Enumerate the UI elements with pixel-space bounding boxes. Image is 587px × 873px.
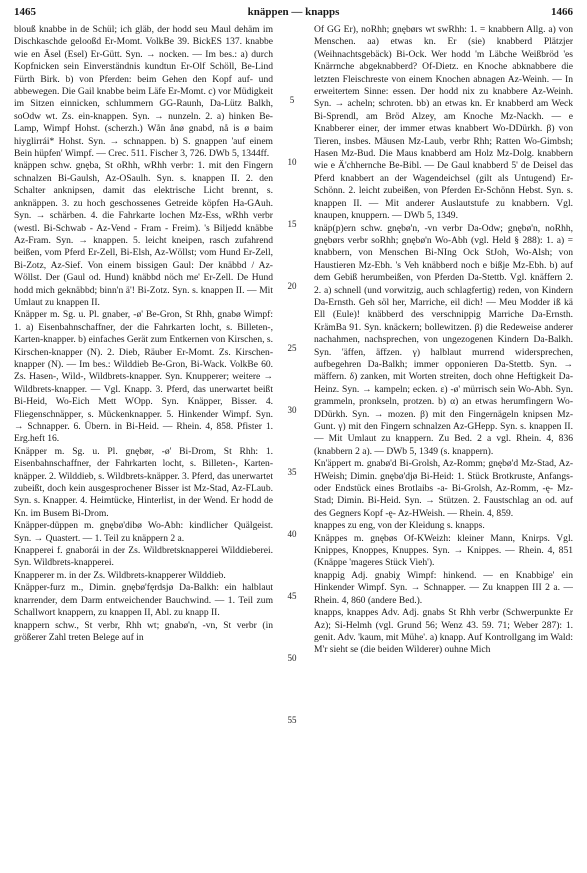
entry-knaeppern: knäp(p)ern schw. gnębø'n, -vn verbr Da-Odw; gnębø'n, noRhh, gnębørs verbr soRhh; gnębø'n Wo-Abh (vgl. Held § 288): 1. a) = knabbern, von Menschen Bi-NIng Ock StJoh, Wo-Alsh; von Haustieren Mz-Ebh. 's Veh knäbberd noch e bißje Mz-Ebh. b) auf dem Gebiß herumbeißen, von Pferden Da-Stettb. Vgl. knäffern 2. 2. a) schnell (und vorwitzig, auch schlagfertig) reden, von Kindern Da-Ernsth. Geh söl her, Marriche, eil dich! — Meu Modder iß kä Ell (Eule)! knäbberd des verschnippig Marriche Da-Ernsth. KrämBa 91. Syn. knäckern; bollewitzen. β) die Redeweise anderer nachahmen, nachsprechen, von ungezogenen Kindern Da-Balkh. Syn. 'äffen, äffzen. γ) halblaut murrend widersprechen, aufbegehren Da-Balkh; immer opponieren Da-Stettb. Syn. → mäffern. δ) zanken, mit Worten streiten, doch ohne Heftigkeit Da-Heinz. Syn. → kampeln; ecken. ε) -ø' mürrisch sein Wo-Abh. Syn. grammeln, pronkseln, protzen. b) α) an etwas herumfingern Wo-DDürkh. Syn. → mozen. β) mit den Fingernägeln knipsen Mz-Gunt. γ) mit den Fingern schnalzen Az-GHepp. Syn. s. knappen II. — Mit Umlaut zu knappern. Zu Bed. 2 a vgl. Rhein. 4, 836 (knabbern 2 a). — DWb 5, 1349 (s. knappern). <box>314 222 573 457</box>
entry-knaeppert: Kn'äppert m. gnabø'd Bi-Grolsh, Az-Romm; gnębø'd Mz-Stad, Az-HWeish; Dimin. gnębø'djø Bi-Heid: 1. Stück Brotkruste, Anfangs- oder Endstück eines Brotlaibs -a- Bi-Grolsh, Az-Romm, -ę- Mz-Stad; Dimin. Bi-Heid. Syn. → Stützen. 2. Faustschlag an od. auf des Gegners Kopf -ę- Az-HWeish. — Rhein. 4, 859. <box>314 458 573 519</box>
line-number: 35 <box>287 467 297 477</box>
line-number: 30 <box>287 405 297 415</box>
line-number: 10 <box>287 157 297 167</box>
entry-knapperer: Knapperer m. in der Zs. Wildbrets-knapperer Wilddieb. <box>14 569 226 581</box>
running-title: knäppen — knapps <box>247 6 340 18</box>
page-number-left: 1465 <box>14 6 36 18</box>
entry-knapper: Knäpper m. Sg. u. Pl. gnaber, -ø' Be-Gron, St Rhh, gnabø Wimpf: 1. a) Eisenbahnschaffner, der die Fahrkarten locht, s. Billeten-, Karten-knapper. b) einfaches Gerät zum Entkernen von Kirschen, s. Kirschen-knapper (N). 2. Dieb, Räuber Er-Momt. Zs. Kirschen-knapper (N). — Im bes.: Wilddieb Be-Gron, Bi-Wack. VolkBe 60. Zs. Hasen-, Wild-, Wildbrets-knapper. Syn. Knupperer; weitere → Wildbrets-knapper. — Vgl. Knapp. 3. Pferd, das unerwartet beißt Bi-Heid, Wo-Eich Mett WOpp. Syn. Knäpper, Bisser. 4. Fliegenschnäpper, s. Mückenknapper. 5. Hinkender Wimpf. Syn. → Schnapper. 6. Übern. in Bi-Heid. — Rhein. 4, 858. Pfister 1. Erg.heft 16. <box>14 309 273 445</box>
entry-knappen-continued: blouß knabbe in de Schül; ich gläb, der hodd seu Maul dehäm im Dischkaschde gelooßd Er-Momt. VolkBe 39. BickES 137. knabbe wie en Äsel (Esel) Er-Gütt. Syn. → nocken. — Im bes.: a) durch Kopfnicken sein Einverständnis kundtun Er-Olf Schöll, Be-Lind Fürth Birk. b) von Pferden: beim Gehen den Kopf auf- und abbewegen. Die Gail knabbe beim Läfe Er-Momt. c) vor Müdigkeit im Sitzen einnicken, schlummern GG-Raunh, Da-Lütz Balkh, soOdw wt. Zs. ein-knappen. Syn. → nunzeln. 2. a) hinken Be-Lamp, Wimpf Hohst. (scherzh.) Wån ånø gnabd, nå is ø baim hiyglirrái* Hohst. Syn. → schnappen. b) S. gnappen 'auf einem Bein hüpfen' Wimpf. — Crec. 511. Fischer 3, 726. DWb 5, 1344ff. <box>14 24 273 160</box>
page-number-right: 1466 <box>551 6 573 18</box>
entry-knappern-continued: Of GG Er), noRhh; gnębørs wt swRhh: 1. = knabbern Allg. a) von Menschen. aa) etwas kn. Er (sie) knabberd Plätzjer (Weihnachtsgebäck) Bi-Ock. Wer hodd 'm Läbche Weißbröd 'es Knärrnche abgeknabberd? Of-Dietz. en Knoche abknabbere die letzten Fleischreste von einem Knochen abnagen Az-Weinh. — In erweitertem Sinne: essen. Der hodd nix zu knabbere Az-Weinh. Syn. → acheln; schroten. bb) an etwas kn. Er knabberd am Weck Bi-Sprendl, am Bröd Alzey, am Knoche Mz-Nackh. — e Knabberer einer, der immer etwas knabbert Wo-DDürkh. β) von Tieren, insbes. Mäusen Mz-Laub, verbr Rhh; Ratten Wo-Gimbsh; Hasen Mz-Bud. Die Maus knabberd am Holz Mz-Dolg. knabbern wie e Ä'chhernche Be-Bibl. — De Gaul knabberd 5' de Deisel das Pferd knabbert an der Wagendeichsel (gilt als Untugend) Er-Schönn. 2. leicht zubeißen, von Pferden Er-Schönn Hebst. Syn. s. knappen II. — Mit anderer Auslautstufe zu knabbern. Vgl. knaupen, knuppern. — DWb 5, 1349. <box>314 24 573 222</box>
entry-knaepper-furz: Knäpper-furz m., Dimin. gnębø'fęrdsjø Da-Balkh: ein halblaut knarrender, dem Darm entweichender Bauchwind. — 1. Teil zum Schallwort knappern, zu knappen II, Abl. zu knapp II. <box>14 582 273 619</box>
line-number: 50 <box>287 653 297 663</box>
entry-knappes-adj: knappes zu eng, von der Kleidung s. knapps. <box>314 520 485 532</box>
line-number: 15 <box>287 219 297 229</box>
entry-knaepper: Knäpper m. Sg. u. Pl. gnębør, -ø' Bi-Drom, St Rhh: 1. Eisenbahnschaffner, der Fahrkarten locht, s. Billeten-, Karten-knäpper. 2. Wilddieb, s. Wildbrets-knäpper. 3. Pferd, das unerwartet zubeißt, doch kein ausgesprochener Bisser ist Mz-Stad, Az-FLaub. Syn. s. Knapper. 4. Heimtücke, Hinterlist, in der Wend. Er hodd de Kn. im Busem Bi-Drom. <box>14 445 273 519</box>
line-number: 25 <box>287 343 297 353</box>
entry-knaeppen: knäppen schw. gnęba, St oRhh, wRhh verbr: 1. mit den Fingern schnalzen Bi-Gaulsh, Az-OSaulh. Syn. s. knappen II. 2. den Schalter anknipsen, damit das elektrische Licht brennt, s. anknäppen. 3. zu hoch geschossenes Getreide köpfen Ha-GAuh. Syn. → schärben. 4. die Fahrkarte lochen Mz-Ess, wRhh verbr (westl. Bi-Schwab - Az-Vend - Fram - Freim). 's Biljedd knäbbe Az-Fram. Syn. → knappen. 5. leicht kneipen, rasch zufahrend beißen, vom Pferd Er-Zell, Bi-Elsh, Az-Wöllst; vom Hund Er-Zell, Bi-Zotz, Az-Sief. Von einem bissigen Gaul: Der knäbbd / Az-Wöllst. Der (Gaul od. Hund) knäbbd nöch me' Er-Zell. De Hund hodd mich geknäbbd; binn'n ä'! Bi-Zotz. Syn. s. knappen II. — Mit Umlaut zu knappen II. <box>14 160 273 308</box>
page-header <box>14 6 573 20</box>
entry-knaepper-dueppen: Knäpper-düppen m. gnębø'dibø Wo-Abh: kindlicher Quälgeist. Syn. → Quastert. — 1. Teil zu knäppern 2 a. <box>14 520 273 544</box>
right-column <box>314 24 573 869</box>
entry-knapps: knapps, knappes Adv. Adj. gnabs St Rhh verbr (Schwerpunkte Er Az); Si-Helmh (vgl. Grund 56; Wenz 43. 59. 71; Weber 287): 1. genit. Adv. 'kaum, mit Mühe'. a) knapp. Auf Kontrollgang im Wald: M'r sieht se (die beiden Wilderer) ouhne Mich <box>314 607 573 656</box>
line-number: 45 <box>287 591 297 601</box>
entry-knappig: knappig Adj. gnabiχ Wimpf: hinkend. — en Knabbige' ein Hinkender Wimpf. Syn. → Schnapper. — Zu knappen III 2 a. — Rhein. 4, 860 (andere Bed.). <box>314 569 573 606</box>
line-number: 20 <box>287 281 297 291</box>
left-column <box>14 24 273 869</box>
entry-knappern: knappern schw., St verbr, Rhh wt; gnabø'n, -vn, St verbr (in größerer Zahl treten Belege auf in <box>14 619 273 643</box>
entry-knaeppes: Knäppes m. gnębøs Of-KWeizh: kleiner Mann, Knirps. Vgl. Knippes, Knoppes, Knuppes. Syn. → Knippes. — Rhein. 4, 851 (Knäppe 'mageres Stück Vieh'). <box>314 532 573 569</box>
line-number: 5 <box>289 95 295 105</box>
line-number: 55 <box>287 715 297 725</box>
entry-knapperei: Knapperei f. gnaborái in der Zs. Wildbretsknapperei Wilddieberei. Syn. Wildbrets-knapperei. <box>14 545 273 569</box>
line-number: 40 <box>287 529 297 539</box>
